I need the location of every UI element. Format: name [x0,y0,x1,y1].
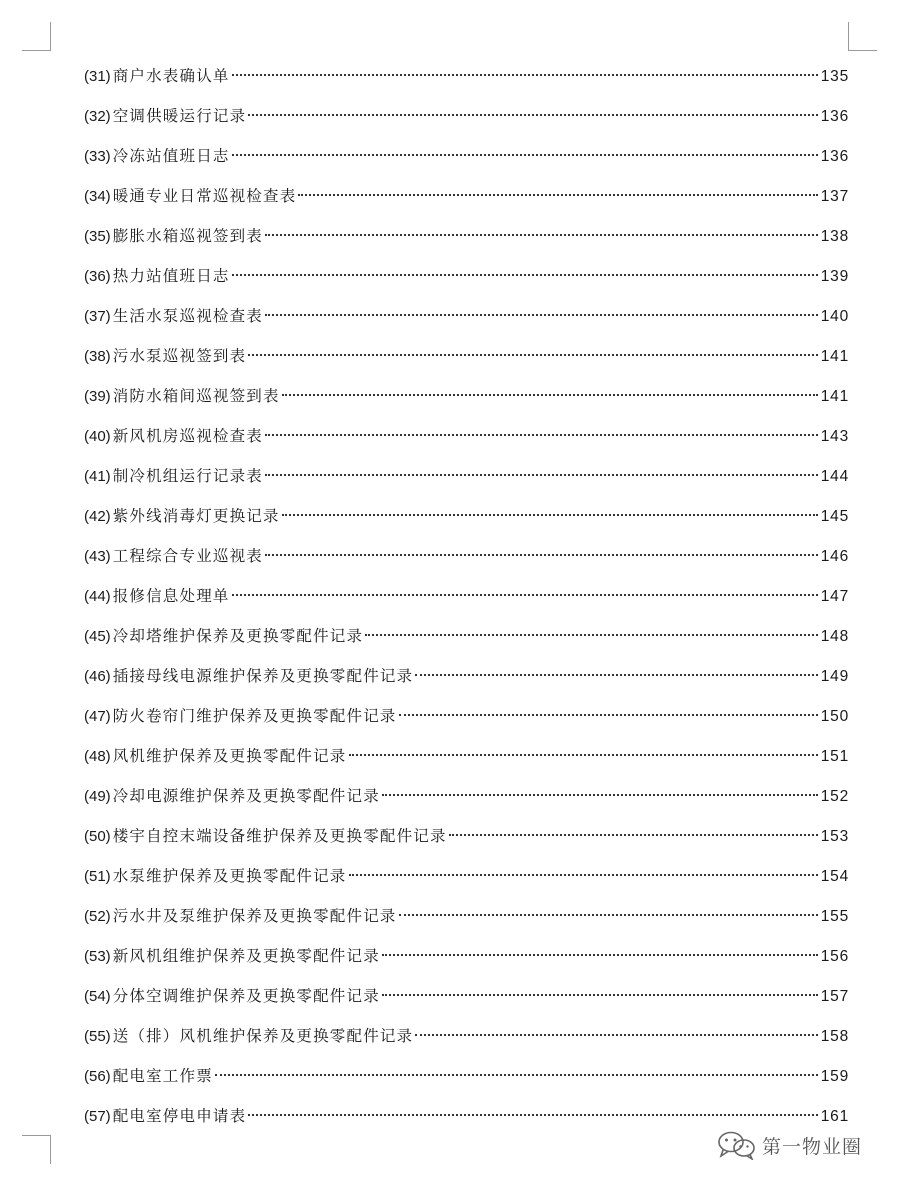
toc-dot-leader [365,634,818,636]
toc-entry-number: (37) [84,308,111,325]
toc-entry[interactable] [84,982,849,1022]
toc-dot-leader [248,114,817,116]
toc-dot-leader [232,74,818,76]
toc-entry-page-number: 161 [820,1108,849,1125]
toc-entry[interactable] [84,742,849,782]
toc-entry-number: (53) [84,948,111,965]
toc-entry-number: (49) [84,788,111,805]
toc-dot-leader [282,394,818,396]
toc-dot-leader [265,474,818,476]
toc-entry[interactable] [84,622,849,662]
table-of-contents [84,62,849,1142]
toc-entry-title: 污水井及泵维护保养及更换零配件记录 [112,907,397,925]
toc-dot-leader [232,274,818,276]
toc-entry-page-number: 144 [820,468,849,485]
toc-entry-page-number: 146 [820,548,849,565]
toc-entry-title: 配电室停电申请表 [112,1107,247,1125]
toc-entry-page-number: 140 [820,308,849,325]
toc-entry[interactable] [84,422,849,462]
toc-entry-number: (50) [84,828,111,845]
toc-dot-leader [382,794,818,796]
toc-dot-leader [382,954,818,956]
toc-entry-page-number: 135 [820,68,849,85]
toc-dot-leader [232,594,818,596]
toc-entry-number: (31) [84,68,111,85]
toc-entry-number: (35) [84,228,111,245]
toc-entry-title: 污水泵巡视签到表 [112,347,247,365]
toc-entry-title: 生活水泵巡视检查表 [112,307,263,325]
crop-mark-bottom-left [22,1135,51,1164]
crop-mark-top-right [848,22,877,51]
toc-dot-leader [248,354,817,356]
toc-dot-leader [215,1074,818,1076]
toc-entry[interactable] [84,902,849,942]
toc-entry-page-number: 137 [820,188,849,205]
toc-entry[interactable] [84,102,849,142]
toc-entry[interactable] [84,302,849,342]
toc-entry-page-number: 148 [820,628,849,645]
toc-entry[interactable] [84,1022,849,1062]
toc-dot-leader [265,554,818,556]
toc-entry-page-number: 145 [820,508,849,525]
toc-dot-leader [349,874,818,876]
toc-entry-page-number: 155 [820,908,849,925]
toc-entry[interactable] [84,222,849,262]
toc-entry-page-number: 139 [820,268,849,285]
toc-entry-page-number: 158 [820,1028,849,1045]
toc-entry[interactable] [84,702,849,742]
toc-entry[interactable] [84,182,849,222]
toc-dot-leader [248,1114,817,1116]
toc-dot-leader [232,154,818,156]
toc-entry-title: 防火卷帘门维护保养及更换零配件记录 [112,707,397,725]
toc-entry-number: (40) [84,428,111,445]
toc-entry[interactable] [84,942,849,982]
watermark-text: 第一物业圈 [762,1135,863,1158]
toc-entry-page-number: 147 [820,588,849,605]
toc-entry[interactable] [84,502,849,542]
toc-entry-title: 膨胀水箱巡视签到表 [112,227,263,245]
wechat-icon [716,1130,758,1160]
toc-entry-page-number: 159 [820,1068,849,1085]
toc-entry-number: (52) [84,908,111,925]
toc-entry[interactable] [84,62,849,102]
toc-entry-title: 风机维护保养及更换零配件记录 [112,747,347,765]
toc-entry-title: 水泵维护保养及更换零配件记录 [112,867,347,885]
toc-entry-title: 工程综合专业巡视表 [112,547,263,565]
toc-entry-title: 暖通专业日常巡视检查表 [112,187,297,205]
toc-entry-title: 商户水表确认单 [112,67,230,85]
toc-entry-title: 插接母线电源维护保养及更换零配件记录 [112,667,414,685]
toc-entry-number: (56) [84,1068,111,1085]
toc-dot-leader [415,674,817,676]
toc-entry[interactable] [84,342,849,382]
toc-entry-number: (43) [84,548,111,565]
toc-entry-number: (36) [84,268,111,285]
toc-entry-page-number: 153 [820,828,849,845]
toc-entry-title: 新风机组维护保养及更换零配件记录 [112,947,380,965]
toc-entry[interactable] [84,462,849,502]
toc-entry-page-number: 136 [820,108,849,125]
toc-dot-leader [298,194,817,196]
toc-dot-leader [265,434,818,436]
toc-entry[interactable] [84,142,849,182]
toc-entry-page-number: 143 [820,428,849,445]
toc-entry-title: 空调供暖运行记录 [112,107,247,125]
toc-dot-leader [265,234,818,236]
toc-entry-number: (46) [84,668,111,685]
toc-dot-leader [382,994,818,996]
toc-dot-leader [399,914,818,916]
toc-entry[interactable] [84,782,849,822]
toc-dot-leader [349,754,818,756]
toc-entry-page-number: 138 [820,228,849,245]
toc-entry-number: (32) [84,108,111,125]
toc-entry-page-number: 150 [820,708,849,725]
toc-entry-page-number: 151 [820,748,849,765]
toc-entry-number: (51) [84,868,111,885]
toc-entry-page-number: 156 [820,948,849,965]
toc-entry-title: 送（排）风机维护保养及更换零配件记录 [112,1027,414,1045]
toc-entry-number: (48) [84,748,111,765]
toc-entry-page-number: 154 [820,868,849,885]
toc-entry-title: 热力站值班日志 [112,267,230,285]
toc-entry-title: 冷却电源维护保养及更换零配件记录 [112,787,380,805]
toc-entry-number: (38) [84,348,111,365]
toc-entry-page-number: 157 [820,988,849,1005]
toc-dot-leader [399,714,818,716]
toc-entry-page-number: 136 [820,148,849,165]
toc-entry-number: (47) [84,708,111,725]
toc-entry-title: 报修信息处理单 [112,587,230,605]
toc-dot-leader [265,314,818,316]
toc-entry-number: (41) [84,468,111,485]
toc-entry[interactable] [84,542,849,582]
toc-entry-page-number: 149 [820,668,849,685]
toc-entry-number: (45) [84,628,111,645]
toc-entry-title: 紫外线消毒灯更换记录 [112,507,280,525]
toc-entry-page-number: 141 [820,348,849,365]
toc-entry-number: (55) [84,1028,111,1045]
toc-entry[interactable] [84,262,849,302]
toc-entry-title: 冷冻站值班日志 [112,147,230,165]
toc-entry[interactable] [84,822,849,862]
toc-entry-number: (42) [84,508,111,525]
toc-dot-leader [282,514,818,516]
watermark [716,1128,862,1162]
toc-entry-number: (44) [84,588,111,605]
toc-entry-title: 新风机房巡视检查表 [112,427,263,445]
toc-entry-title: 配电室工作票 [112,1067,213,1085]
toc-entry[interactable] [84,582,849,622]
toc-entry-number: (33) [84,148,111,165]
toc-entry-title: 楼宇自控末端设备维护保养及更换零配件记录 [112,827,447,845]
toc-entry-title: 冷却塔维护保养及更换零配件记录 [112,627,364,645]
toc-entry[interactable] [84,382,849,422]
toc-entry-title: 消防水箱间巡视签到表 [112,387,280,405]
toc-entry-number: (34) [84,188,111,205]
toc-entry-page-number: 141 [820,388,849,405]
toc-dot-leader [415,1034,817,1036]
toc-entry-page-number: 152 [820,788,849,805]
toc-entry-number: (57) [84,1108,111,1125]
toc-entry-title: 分体空调维护保养及更换零配件记录 [112,987,380,1005]
toc-entry[interactable] [84,1062,849,1102]
toc-dot-leader [449,834,818,836]
toc-entry[interactable] [84,662,849,702]
crop-mark-top-left [22,22,51,51]
toc-entry-number: (39) [84,388,111,405]
toc-entry-title: 制冷机组运行记录表 [112,467,263,485]
toc-entry[interactable] [84,862,849,902]
toc-entry-number: (54) [84,988,111,1005]
